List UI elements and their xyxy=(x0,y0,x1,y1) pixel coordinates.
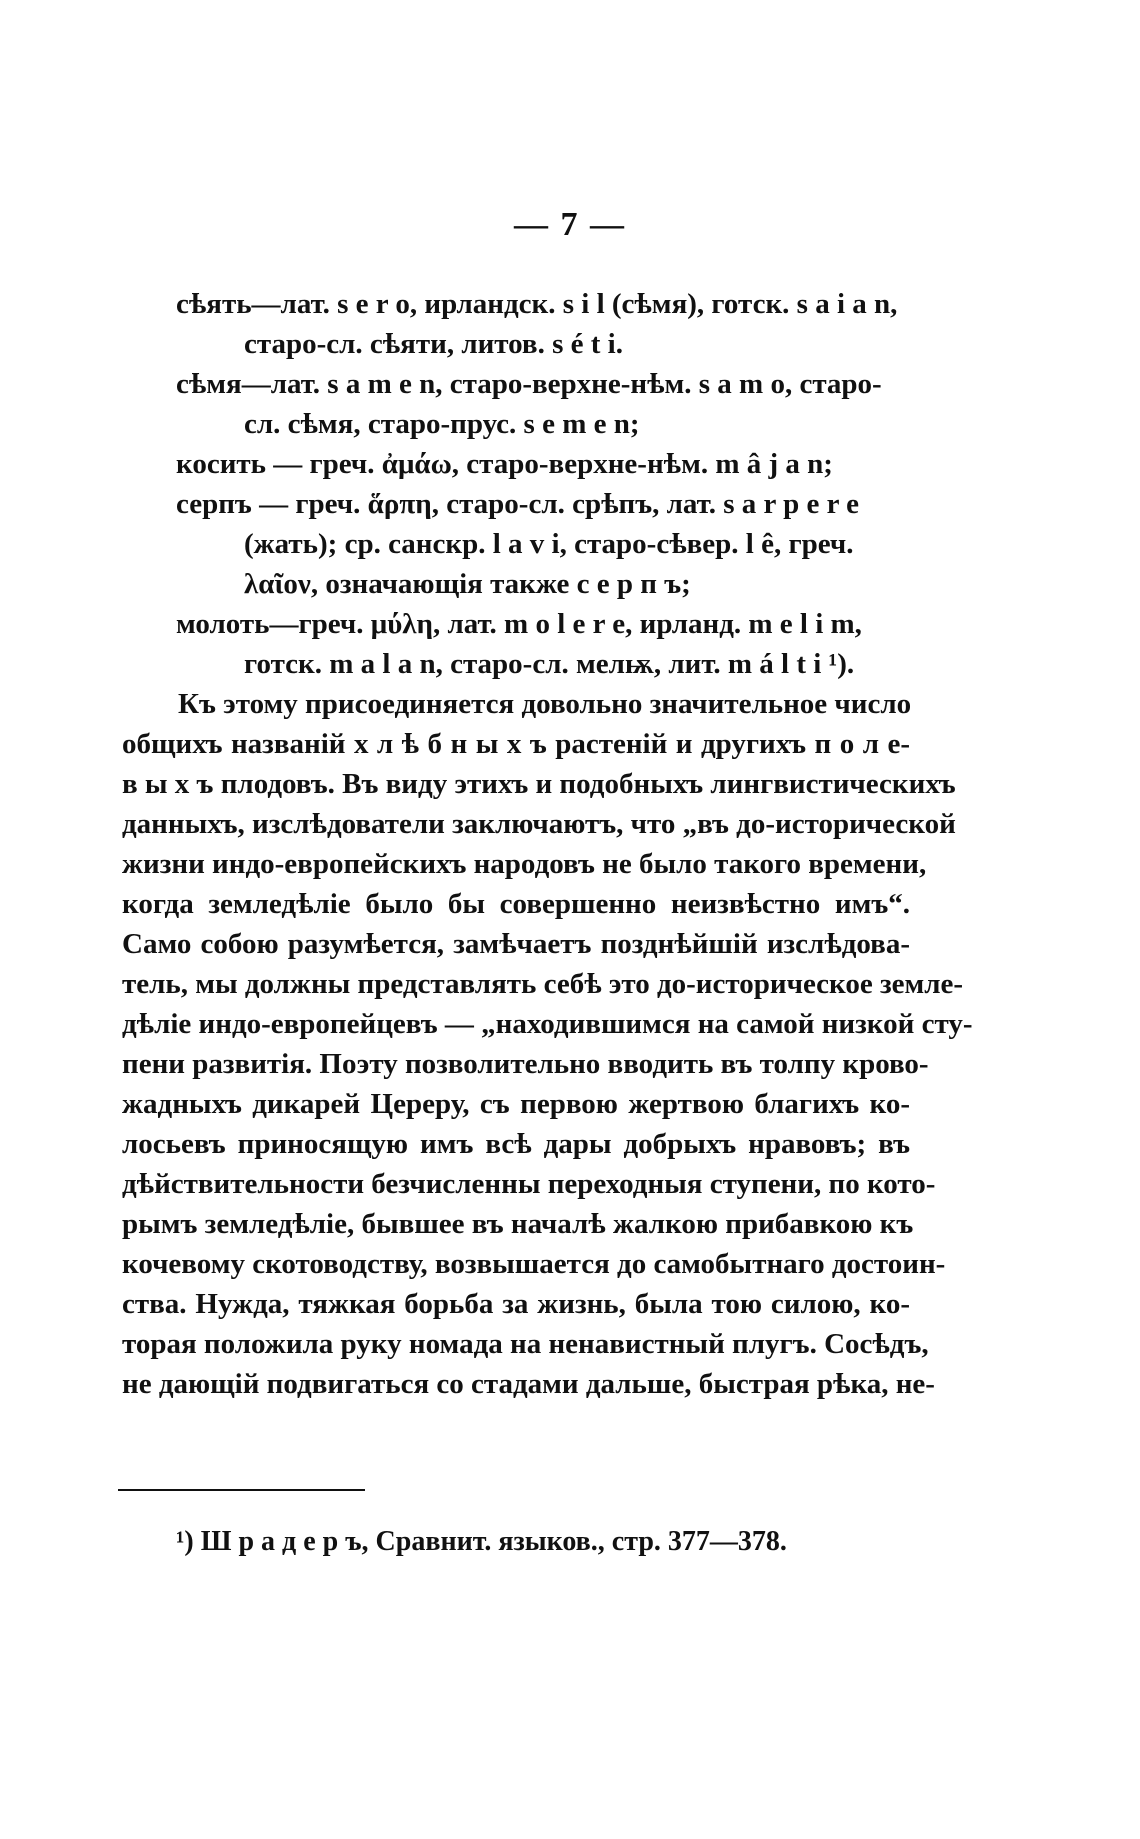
footnote: ¹) Ш р а д е р ъ, Сравнит. языков., стр. 377—378. xyxy=(176,1526,787,1557)
paragraph-line: ства. Нужда, тяжкая борьба за жизнь, была тою силою, ко- xyxy=(122,1288,910,1320)
paragraph-line: Къ этому присоединяется довольно значительное число xyxy=(178,688,912,720)
paragraph-line: когда земледѣліе было бы совершенно неизвѣстно имъ“. xyxy=(122,888,910,920)
paragraph-line: торая положила руку номада на ненавистный плугъ. Сосѣдъ, xyxy=(122,1328,929,1360)
entry-line: молоть—греч. μύλη, лат. m o l e r e, ирланд. m e l i m, xyxy=(176,608,862,640)
footnote-divider xyxy=(118,1489,365,1491)
paragraph-line: жизни индо-европейскихъ народовъ не было такого времени, xyxy=(122,848,927,880)
paragraph-line: жадныхъ дикарей Цереру, съ первою жертвою благихъ ко- xyxy=(122,1088,910,1120)
paragraph-line: общихъ названій х л ѣ б н ы х ъ растеній и другихъ п о л е- xyxy=(122,728,910,760)
paragraph-line: кочевому скотоводству, возвышается до самобытнаго достоин- xyxy=(122,1248,946,1280)
paragraph-line: дѣліе индо-европейцевъ — „находившимся на самой низкой сту- xyxy=(122,1008,973,1040)
page-number: — 7 — xyxy=(514,206,626,243)
entry-line: λαῖον, означающія также с е р п ъ; xyxy=(244,568,691,600)
paragraph-line: лосьевъ приносящую имъ всѣ дары добрыхъ нравовъ; въ xyxy=(122,1128,910,1160)
paragraph-line: дѣйствительности безчисленны переходныя ступени, по кото- xyxy=(122,1168,936,1200)
entry-line: сѣять—лат. s e r o, ирландск. s i l (сѣмя), готск. s a i a n, xyxy=(176,288,898,320)
paragraph-line: пени развитія. Поэту позволительно вводить въ толпу крово- xyxy=(122,1048,929,1080)
entry-line: сѣмя—лат. s a m e n, старо-верхне-нѣм. s a m o, старо- xyxy=(176,368,882,400)
entry-line: (жать); ср. санскр. l a v i, старо-сѣвер. l ê, греч. xyxy=(244,528,854,560)
paragraph-line: тель, мы должны представлять себѣ это до-историческое земле- xyxy=(122,968,964,1000)
entry-line: косить — греч. ἀμάω, старо-верхне-нѣм. m â j a n; xyxy=(176,448,833,480)
entry-line: старо-сл. сѣяти, литов. s é t i. xyxy=(244,328,623,360)
paragraph-line: данныхъ, изслѣдователи заключаютъ, что „въ до-исторической xyxy=(122,808,956,840)
entry-line: сл. сѣмя, старо-прус. s e m e n; xyxy=(244,408,640,440)
paragraph-line: Само собою разумѣется, замѣчаетъ позднѣйшій изслѣдова- xyxy=(122,928,910,960)
paragraph-line: не дающій подвигаться со стадами дальше, быстрая рѣка, не- xyxy=(122,1368,935,1400)
paragraph-line: рымъ земледѣліе, бывшее въ началѣ жалкою прибавкою къ xyxy=(122,1208,914,1240)
paragraph-line: в ы х ъ плодовъ. Въ виду этихъ и подобныхъ лингвистическихъ xyxy=(122,768,956,800)
entry-line: готск. m a l a n, старо-сл. мелѭ, лит. m á l t i ¹). xyxy=(244,648,855,680)
entry-line: серпъ — греч. ἅρπη, старо-сл. срѣпъ, лат. s a r p e r e xyxy=(176,488,860,520)
